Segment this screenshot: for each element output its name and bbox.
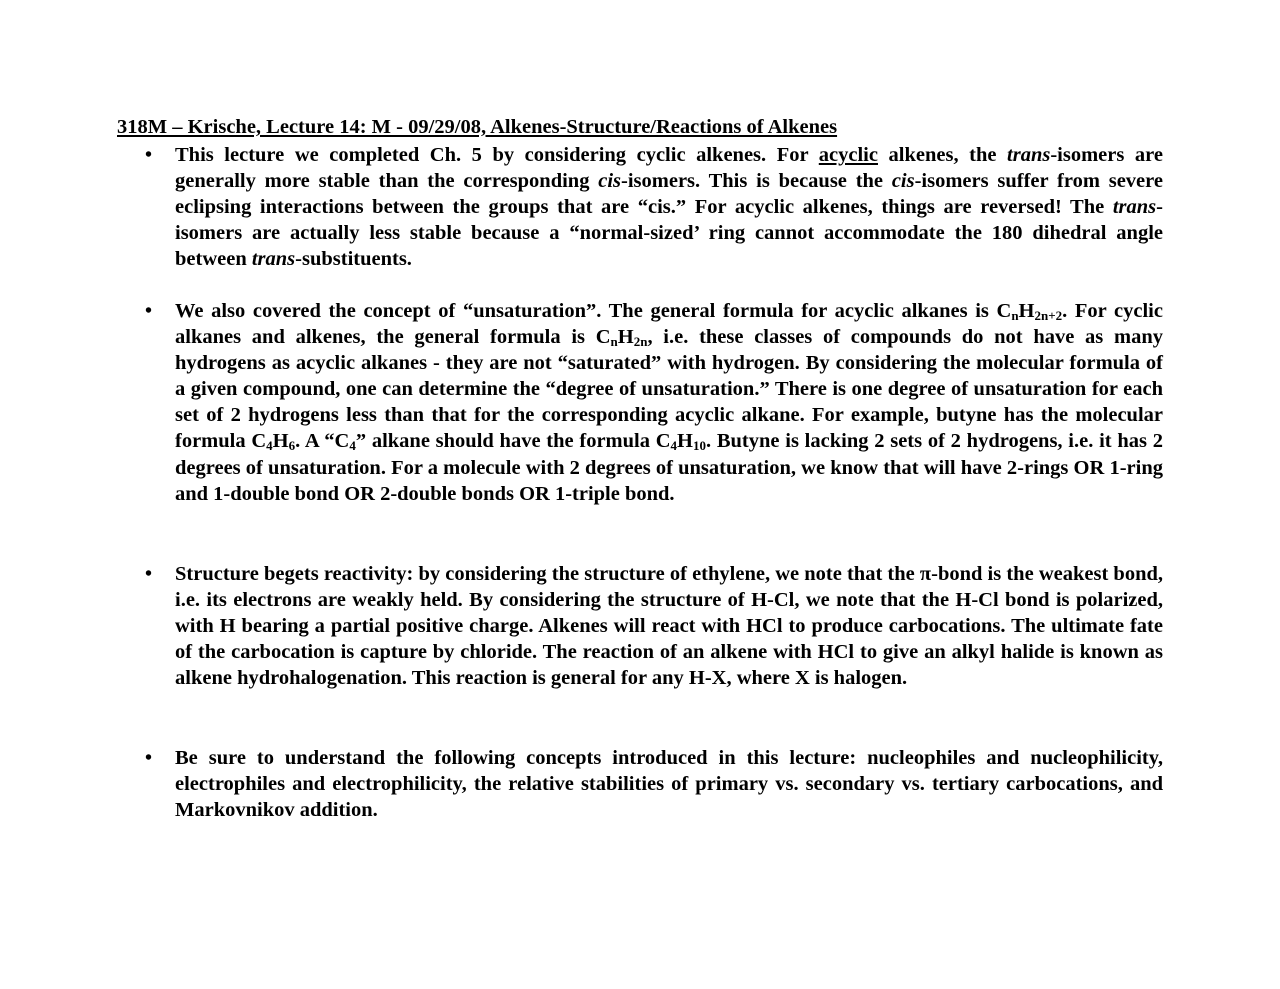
text-run: This lecture we completed Ch. 5 by considering cyclic alkenes. For	[175, 144, 819, 166]
bullet-reactivity	[145, 561, 1163, 691]
term-trans: trans	[1112, 196, 1157, 219]
text-run: Be sure to understand the following concepts introduced in this lecture: nucleophiles and nucleophilicity, electrophiles and electrophilicity, the relative stabilities of primary vs. secondary vs. tertiary carbocations, and Markovnikov addition.	[175, 747, 1163, 822]
term-trans: trans	[251, 248, 296, 271]
subscript: 6	[288, 438, 296, 454]
text-run: . For cyclic alkanes and alkenes, the general formula is C	[175, 300, 1163, 349]
text-run: H	[677, 430, 693, 453]
text-run: H	[1018, 300, 1035, 322]
bullet-dot-icon: •	[145, 300, 153, 322]
bullet-dot-icon: •	[145, 747, 153, 769]
term-cis: cis	[598, 170, 622, 193]
bullet-cyclic-alkenes	[145, 142, 1163, 272]
emphasis-acyclic: acyclic	[818, 144, 878, 166]
text-run: -isomers. This is because the	[621, 170, 892, 193]
term-trans: trans	[1007, 144, 1051, 166]
bullet-dot-icon: •	[145, 144, 153, 166]
subscript: n	[1011, 308, 1019, 323]
text-run: -isomers are generally more stable than the corresponding	[175, 144, 1163, 193]
text-run: We also covered the concept of “unsaturation”. The general formula for acyclic alkanes is C	[175, 300, 1012, 322]
text-run: , i.e. these classes of compounds do not have as many hydrogens as acyclic alkanes - they are not “saturated” with hydrogen. By considering the molecular formula of a given compound, one can determine the “degree of unsaturation.” There is one degree of unsaturation for each set of 2 hydrogens less than that for the corresponding acyclic alkane. For example, butyne has the molecular formula C	[175, 326, 1163, 453]
subscript: 4	[670, 438, 678, 454]
text-run: . A “C	[295, 430, 350, 453]
text-run: Structure begets reactivity: by considering the structure of ethylene, we note that the π-bond is the weakest bond, i.e. its electrons are weakly held. By considering the structure of H-Cl, we note that the H-Cl bond is polarized, with H bearing a partial positive charge. Alkenes will react with HCl to produce carbocations. The ultimate fate of the carbocation is capture by chloride. The reaction of an alkene with HCl to give an alkyl halide is known as alkene hydrohalogenation. This reaction is general for any H-X, where X is halogen.	[175, 563, 1163, 690]
subscript: 2n	[633, 334, 648, 350]
subscript: 4	[349, 438, 356, 454]
subscript: 2n+2	[1034, 308, 1063, 323]
lecture-title: 318M – Krische, Lecture 14: M - 09/29/08, Alkenes-Structure/Reactions of Alkenes	[117, 116, 838, 138]
text-run: alkenes, the	[877, 144, 1008, 166]
text-run: -isomers suffer from severe eclipsing interactions between the groups that are “cis.” For acyclic alkenes, things are reversed! The	[175, 170, 1163, 219]
text-run: ” alkane should have the formula C	[355, 430, 671, 453]
subscript: n	[610, 334, 618, 350]
text-run: H	[272, 430, 289, 453]
text-run: H	[617, 326, 634, 349]
bullet-concepts	[145, 745, 1163, 823]
subscript: 10	[692, 438, 706, 454]
term-cis: cis	[891, 170, 915, 193]
text-run: . Butyne is lacking 2 sets of 2 hydrogens, i.e. it has 2 degrees of unsaturation. For a molecule with 2 degrees of unsaturation, we know that will have 2-rings OR 1-ring and 1-double bond OR 2-double bonds OR 1-triple bond.	[175, 430, 1163, 505]
bullet-unsaturation	[145, 298, 1163, 507]
bullet-dot-icon: •	[145, 563, 153, 585]
text-run: -substituents.	[295, 248, 412, 271]
subscript: 4	[266, 438, 273, 454]
text-run: -isomers are actually less stable because a “normal-sized’ ring cannot accommodate the 180 dihedral angle between	[175, 196, 1163, 271]
